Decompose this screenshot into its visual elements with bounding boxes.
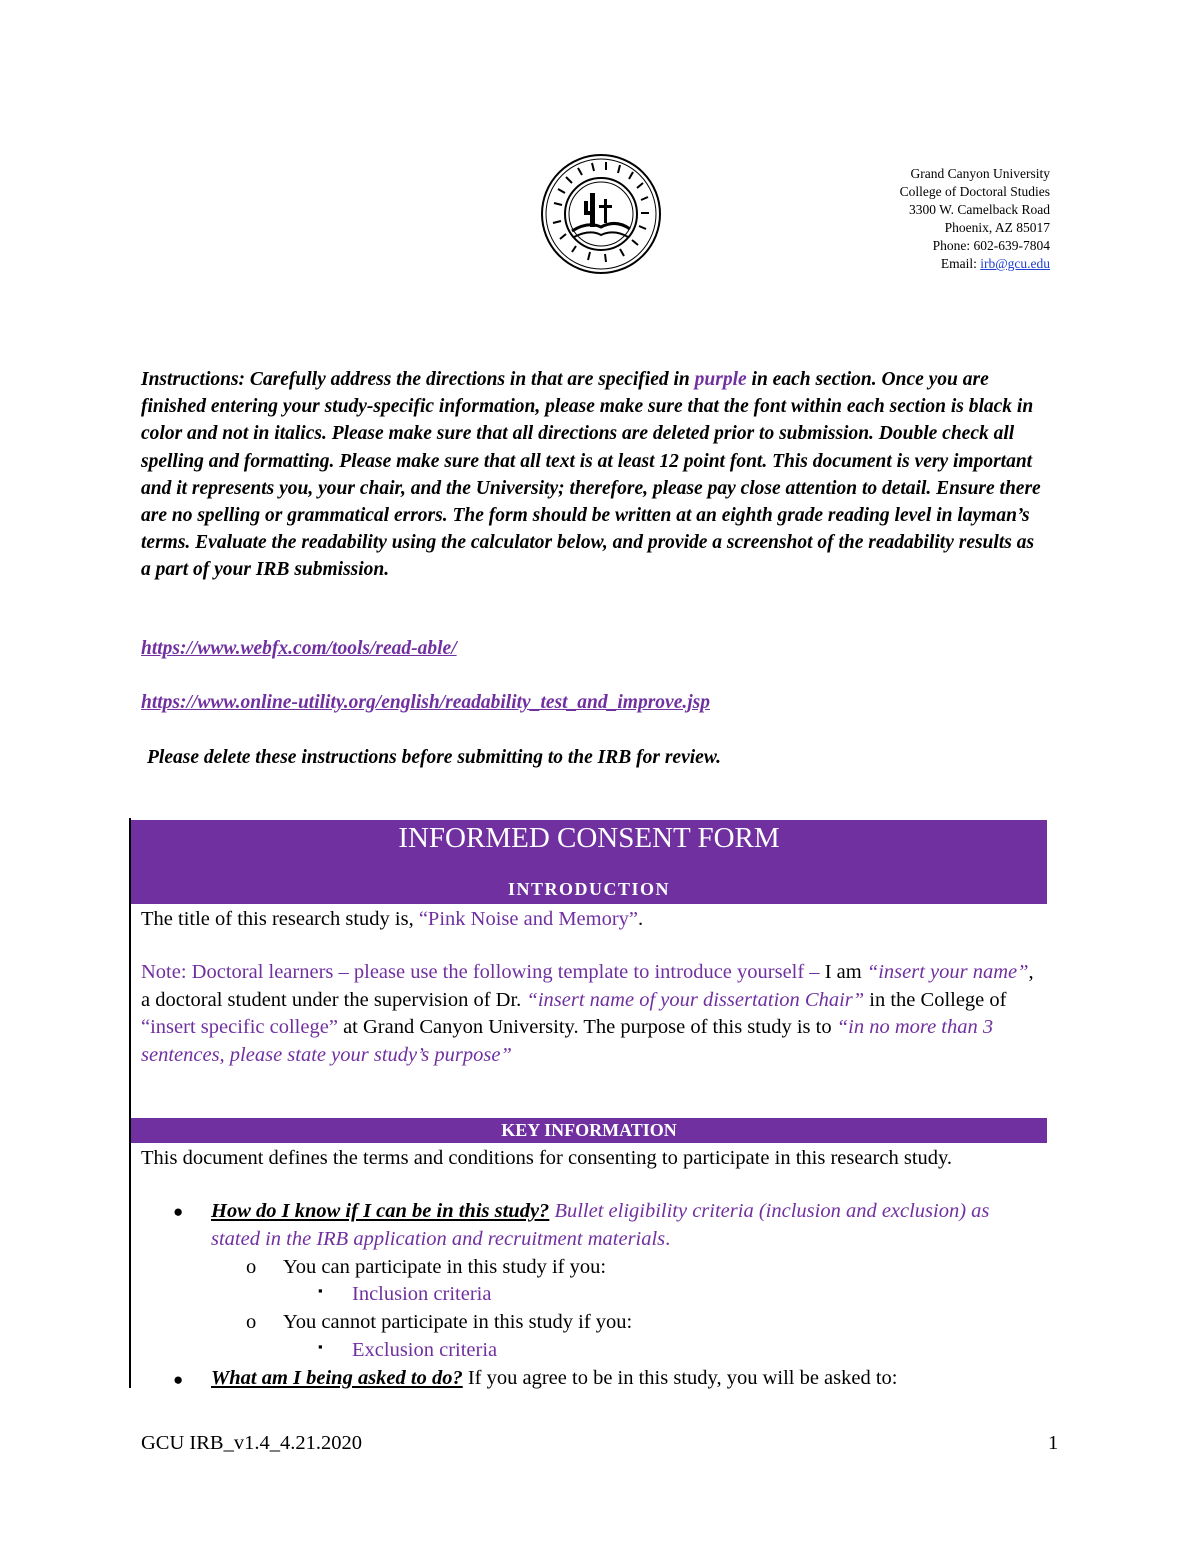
instructions-paragraph xyxy=(141,366,1046,584)
phone-number: Phone: 602-639-7804 xyxy=(932,238,1050,253)
study-title-line xyxy=(141,906,1046,934)
page-number: 1 xyxy=(1048,1432,1059,1454)
square-bullet-icon: ▪ xyxy=(318,1339,323,1354)
university-seal-logo xyxy=(540,153,662,275)
readability-link-webfx[interactable]: https://www.webfx.com/tools/read-able/ xyxy=(141,638,457,659)
form-title: INFORMED CONSENT FORM xyxy=(398,822,780,854)
email-line xyxy=(800,255,1050,273)
delete-instructions-note: Please delete these instructions before submitting to the IRB for review. xyxy=(147,747,721,768)
procedure-question xyxy=(211,1365,1031,1393)
note-college-of: in the College of xyxy=(864,988,1007,1011)
circle-bullet-icon: o xyxy=(246,1256,257,1278)
eligibility-question xyxy=(211,1198,991,1253)
circle-bullet-icon: o xyxy=(246,1311,257,1333)
city-state-zip: Phoenix, AZ 85017 xyxy=(944,220,1050,235)
readability-link-online-utility[interactable]: https://www.online-utility.org/english/readability_test_and_improve.jsp xyxy=(141,692,710,713)
introduction-heading: INTRODUCTION xyxy=(507,879,671,899)
key-information-heading: KEY INFORMATION xyxy=(131,1118,1047,1143)
can-participate-text: You can participate in this study if you: xyxy=(283,1256,607,1278)
note-insert-name: “insert your name” xyxy=(866,961,1029,983)
email-label: Email: xyxy=(940,256,981,271)
bullet-icon: ● xyxy=(173,1202,184,1221)
study-title-value: “Pink Noise and Memory” xyxy=(418,908,639,930)
study-title-prefix: The title of this research study is, xyxy=(141,908,419,930)
footer-version: GCU IRB_v1.4_4.21.2020 xyxy=(141,1432,362,1454)
bullet-icon: ● xyxy=(173,1370,184,1389)
note-directions: Note: Doctoral learners – please use the following template to introduce yourself – xyxy=(141,961,825,983)
square-bullet-icon: ▪ xyxy=(318,1283,323,1298)
note-purpose-intro: at Grand Canyon University. The purpose of this study is to xyxy=(337,1016,837,1038)
note-insert-chair: “insert name of your dissertation Chair” xyxy=(526,988,865,1011)
exclusion-criteria: Exclusion criteria xyxy=(352,1339,498,1361)
procedure-description: If you agree to be in this study, you will be asked to: xyxy=(462,1367,898,1389)
instructions-purple-word: purple xyxy=(694,369,747,390)
study-title-suffix: . xyxy=(638,908,644,930)
university-name: Grand Canyon University xyxy=(910,166,1050,181)
instructions-text-2: in each section. Once you are finished entering your study-specific information, please make sure that the font within each section is black in color and not in italics. Please make sure that all directions are deleted prior to submission. Double check all spelling and formatting. Please make sure that all text is at least 12 point font. This document is very important and it represents you, your chair, and the University; therefore, please pay close attention to detail. Ensure there are no spelling or grammatical errors. The form should be written at an eighth grade reading level in layman’s terms. Evaluate the readability using the calculator below, and provide a screenshot of the readability results as a part of your IRB submission. xyxy=(141,369,1041,581)
note-insert-college: “insert specific college” xyxy=(141,1016,338,1038)
inclusion-criteria: Inclusion criteria xyxy=(352,1283,492,1305)
address-block xyxy=(800,165,1050,273)
note-doctoral-student: , a doctoral student under the supervision of Dr. xyxy=(141,961,1034,1011)
cannot-participate-text: You cannot participate in this study if you: xyxy=(283,1311,633,1333)
introduction-note xyxy=(141,959,1046,1069)
college-name: College of Doctoral Studies xyxy=(899,184,1050,199)
procedure-question-label: What am I being asked to do? xyxy=(211,1367,463,1389)
email-link[interactable]: irb@gcu.edu xyxy=(980,256,1050,271)
note-i-am: I am xyxy=(824,961,867,983)
eligibility-directions: Bullet eligibility criteria (inclusion and exclusion) as stated in the IRB application and recruitment materials xyxy=(211,1200,990,1250)
eligibility-directions-end: . xyxy=(665,1227,671,1250)
street-address: 3300 W. Camelback Road xyxy=(909,202,1050,217)
instructions-text-1: Instructions: Carefully address the directions in that are specified in xyxy=(141,369,695,390)
eligibility-question-label: How do I know if I can be in this study? xyxy=(211,1200,550,1222)
note-insert-purpose: “in no more than 3 sentences, please state your study’s purpose” xyxy=(141,1016,994,1066)
key-information-text: This document defines the terms and conditions for consenting to participate in this research study. xyxy=(141,1147,953,1169)
